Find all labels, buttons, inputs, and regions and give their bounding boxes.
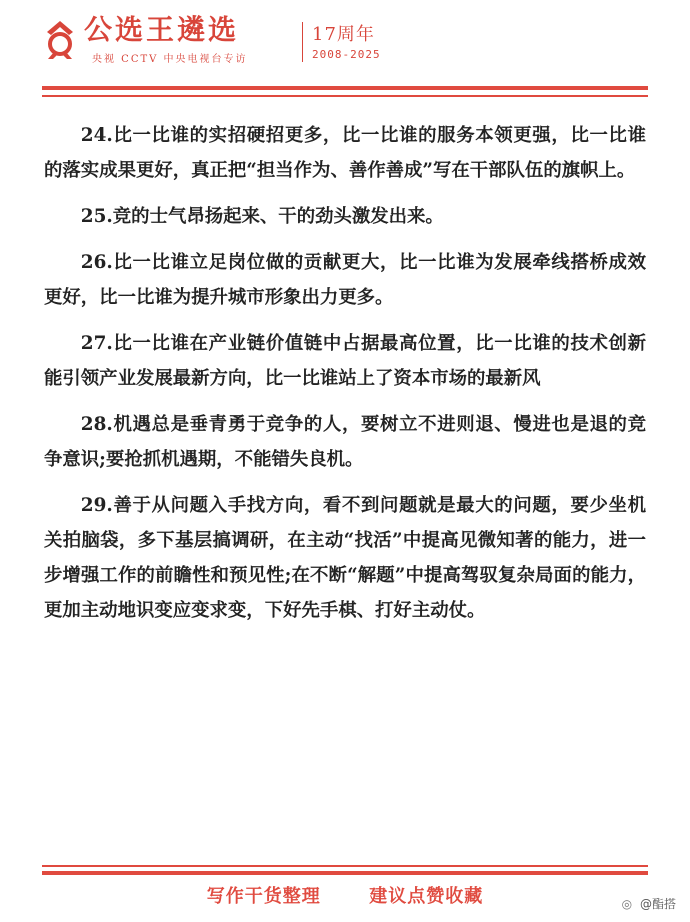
footer-right-text: 建议点赞收藏 [369, 886, 484, 907]
paragraph-24: 24.比一比谁的实招硬招更多，比一比谁的服务本领更强，比一比谁的落实成果更好，真正把“担当作为、善作善成”写在干部队伍的旗帜上。 [44, 125, 646, 181]
weibo-icon: ◎ [621, 897, 633, 911]
paragraph-25: 25.竞的士气昂扬起来、干的劲头激发出来。 [80, 206, 444, 227]
brand-title: 公选王遴选 [84, 13, 240, 46]
paragraph-26: 26.比一比谁立足岗位做的贡献更大，比一比谁为发展牵线搭桥成效更好，比一比谁为提升城市形象出力更多。 [44, 252, 646, 308]
article-body [44, 118, 646, 639]
footer-banner [0, 882, 690, 908]
brand-subtitle: 央视 CCTV 中央电视台专访 [92, 54, 248, 65]
top-rule-thick [42, 86, 648, 90]
bottom-rule-thick [42, 871, 648, 875]
paragraph-28: 28.机遇总是垂青勇于竞争的人，要树立不进则退、慢进也是退的竞争意识;要抢抓机遇期，不能错失良机。 [44, 414, 646, 470]
watermark [622, 895, 676, 912]
top-rule-thin [42, 95, 648, 97]
paragraph-29: 29.善于从问题入手找方向，看不到问题就是最大的问题，要少坐机关拍脑袋，多下基层搞调研，在主动“找活”中提高见微知著的能力，进一步增强工作的前瞻性和预见性;在不断“解题”中提高驾驭复杂局面的能力，更加主动地识变应变求变，下好先手棋、打好主动仗。 [44, 495, 646, 621]
year-range: 2008-2025 [312, 48, 381, 61]
watermark-text: @酯搭 [639, 897, 676, 911]
header-divider [302, 22, 303, 62]
paragraph-27: 27.比一比谁在产业链价值链中占据最高位置，比一比谁的技术创新能引领产业发展最新方向，比一比谁站上了资本市场的最新风 [44, 333, 646, 389]
bottom-rule-thin [42, 865, 648, 867]
logo-icon [44, 18, 76, 60]
header [0, 0, 690, 80]
footer-left-text: 写作干货整理 [206, 886, 321, 907]
years-label: 17周年 [312, 24, 375, 45]
